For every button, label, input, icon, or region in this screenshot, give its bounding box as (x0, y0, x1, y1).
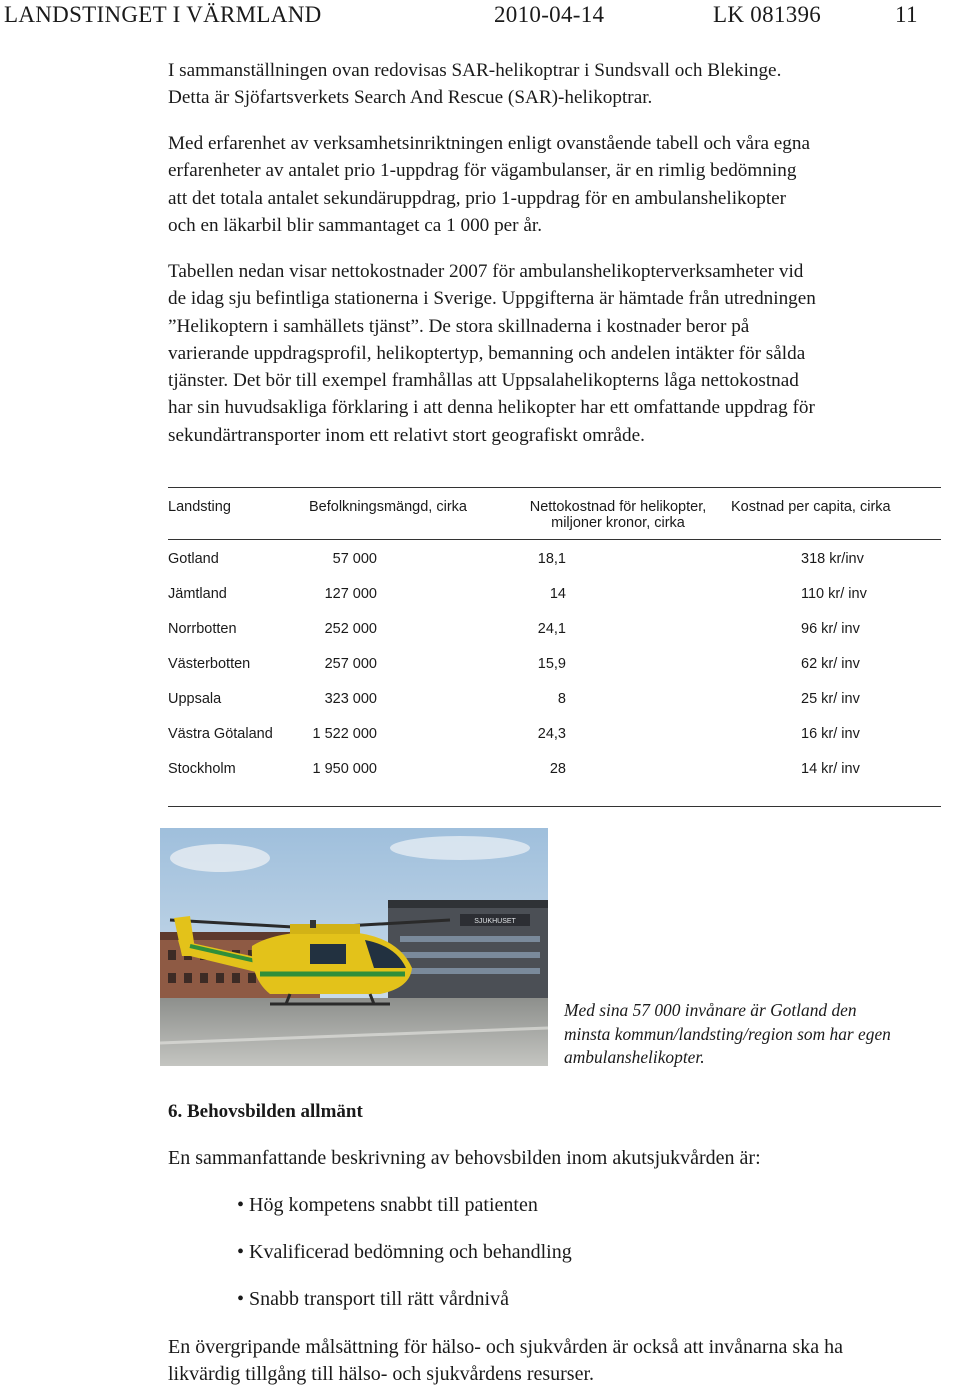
list-item-text: Kvalificerad bedömning och behandling (249, 1241, 572, 1263)
list-item: • Hög kompetens snabbt till patienten (237, 1194, 538, 1216)
helicopter-photo-image (160, 828, 548, 1066)
col-header-net-cost-line: Nettokostnad för helikopter, (529, 499, 707, 515)
rotor-mast (310, 920, 316, 928)
cell-landsting: Norrbotten (168, 621, 237, 637)
cell-landsting: Uppsala (168, 691, 222, 707)
list-item-text: Snabb transport till rätt vårdnivå (249, 1288, 509, 1310)
cell-landsting: Västerbotten (168, 656, 251, 672)
cell-landsting: Stockholm (168, 761, 236, 777)
list-item-text: Hög kompetens snabbt till patienten (249, 1194, 538, 1216)
hospital-windows (400, 936, 540, 974)
cell-population: 257 000 (324, 656, 377, 672)
cell-net-cost: 24,3 (537, 726, 566, 742)
cabin-window (310, 944, 346, 964)
text-line: Tabellen nedan visar nettokostnader 2007 för ambulanshelikopterverksamheter vid (168, 261, 804, 282)
section-heading: 6. Behovsbilden allmänt (168, 1101, 363, 1122)
cell-per-capita: 25 kr/ inv (801, 691, 860, 707)
cell-landsting: Västra Götaland (168, 726, 273, 742)
cell-landsting: Gotland (168, 551, 219, 567)
closing-paragraph (168, 1334, 843, 1388)
text-line: varierande uppdragsprofil, helikoptertyp, bemanning och andelen intäkter för sålda (168, 342, 806, 364)
col-header-net-cost-line: miljoner kronor, cirka (551, 515, 685, 531)
text-line: att det totala antalet sekundäruppdrag, prio 1-uppdrag för en ambulanshelikopter (168, 187, 787, 209)
helipad (160, 998, 548, 1066)
paragraph-table-intro (168, 258, 816, 449)
cell-net-cost: 14 (549, 586, 566, 602)
list-item: • Snabb transport till rätt vårdnivå (237, 1288, 509, 1310)
col-header-net-cost (505, 499, 731, 531)
cell-population: 57 000 (332, 551, 377, 567)
cell-net-cost: 15,9 (537, 656, 566, 672)
header-organization: LANDSTINGET I VÄRMLAND (4, 2, 322, 27)
text-line: I sammanställningen ovan redovisas SAR-helikoptrar i Sundsvall och Blekinge. (168, 60, 782, 81)
text-line: ”Helikoptern i samhällets tjänst”. De stora skillnaderna i kostnader beror på (168, 315, 750, 337)
cell-population: 252 000 (324, 621, 377, 637)
hospital-roof (388, 900, 548, 908)
cell-population: 323 000 (324, 691, 377, 707)
caption-line: ambulanshelikopter. (564, 1047, 705, 1067)
cell-per-capita: 318 kr/inv (801, 551, 864, 567)
table-header-rule (168, 539, 941, 540)
section-intro: En sammanfattande beskrivning av behovsbilden inom akutsjukvården är: (168, 1147, 761, 1169)
cell-population: 1 522 000 (312, 726, 377, 742)
caption-line: Med sina 57 000 invånare är Gotland den (564, 1000, 857, 1020)
list-item: • Kvalificerad bedömning och behandling (237, 1241, 572, 1263)
text-line: Detta är Sjöfartsverkets Search And Rescue (SAR)-helikoptrar. (168, 87, 653, 109)
cell-net-cost: 28 (549, 761, 566, 777)
header-case-number: LK 081396 (713, 2, 822, 27)
cell-per-capita: 96 kr/ inv (801, 621, 860, 637)
text-line: och en läkarbil blir sammantaget ca 1 000 per år. (168, 214, 543, 236)
engine-housing (290, 924, 360, 934)
intro-paragraph (168, 57, 781, 112)
table-top-rule (168, 487, 941, 488)
cell-per-capita: 14 kr/ inv (801, 761, 860, 777)
helicopter-photo (160, 828, 548, 1066)
col-header-per-capita: Kostnad per capita, cirka (731, 499, 891, 515)
text-line: likvärdig tillgång till hälso- och sjukvårdens resurser. (168, 1363, 595, 1385)
header-date: 2010-04-14 (494, 2, 605, 27)
cloud (390, 836, 530, 860)
paragraph-estimate (168, 130, 810, 239)
photo-caption (564, 999, 891, 1070)
cell-landsting: Jämtland (168, 586, 227, 602)
cell-net-cost: 24,1 (537, 621, 566, 637)
text-line: Med erfarenhet av verksamhetsinriktningen enligt ovanstående tabell och våra egna (168, 133, 810, 154)
cell-net-cost: 8 (557, 691, 566, 707)
caption-line: minsta kommun/landsting/region som har egen (564, 1023, 891, 1044)
header-page-number: 11 (895, 2, 918, 27)
cell-population: 1 950 000 (312, 761, 377, 777)
text-line: har sin huvudsakliga förklaring i att denna helikopter har ett omfattande uppdrag för (168, 397, 815, 419)
text-line: de idag sju befintliga stationerna i Sverige. Uppgifterna är hämtade från utredningen (168, 288, 816, 310)
col-header-population: Befolkningsmängd, cirka (309, 499, 467, 515)
col-header-landsting: Landsting (168, 499, 231, 515)
cell-per-capita: 62 kr/ inv (801, 656, 860, 672)
table-bottom-rule (168, 806, 941, 807)
hospital-sign: SJUKHUSET (474, 918, 516, 925)
text-line: tjänster. Det bör till exempel framhållas att Uppsalahelikopterns låga nettokostnad (168, 370, 799, 392)
text-line: sekundärtransporter inom ett relativt stort geografiskt område. (168, 424, 645, 446)
cell-population: 127 000 (324, 586, 377, 602)
text-line: En övergripande målsättning för hälso- och sjukvården är också att invånarna ska ha (168, 1336, 843, 1358)
cell-net-cost: 18,1 (537, 551, 566, 567)
cloud (170, 844, 270, 872)
cell-per-capita: 16 kr/ inv (801, 726, 860, 742)
text-line: erfarenheter av antalet prio 1-uppdrag för vägambulanser, är en rimlig bedömning (168, 160, 797, 182)
cell-per-capita: 110 kr/ inv (801, 586, 867, 602)
